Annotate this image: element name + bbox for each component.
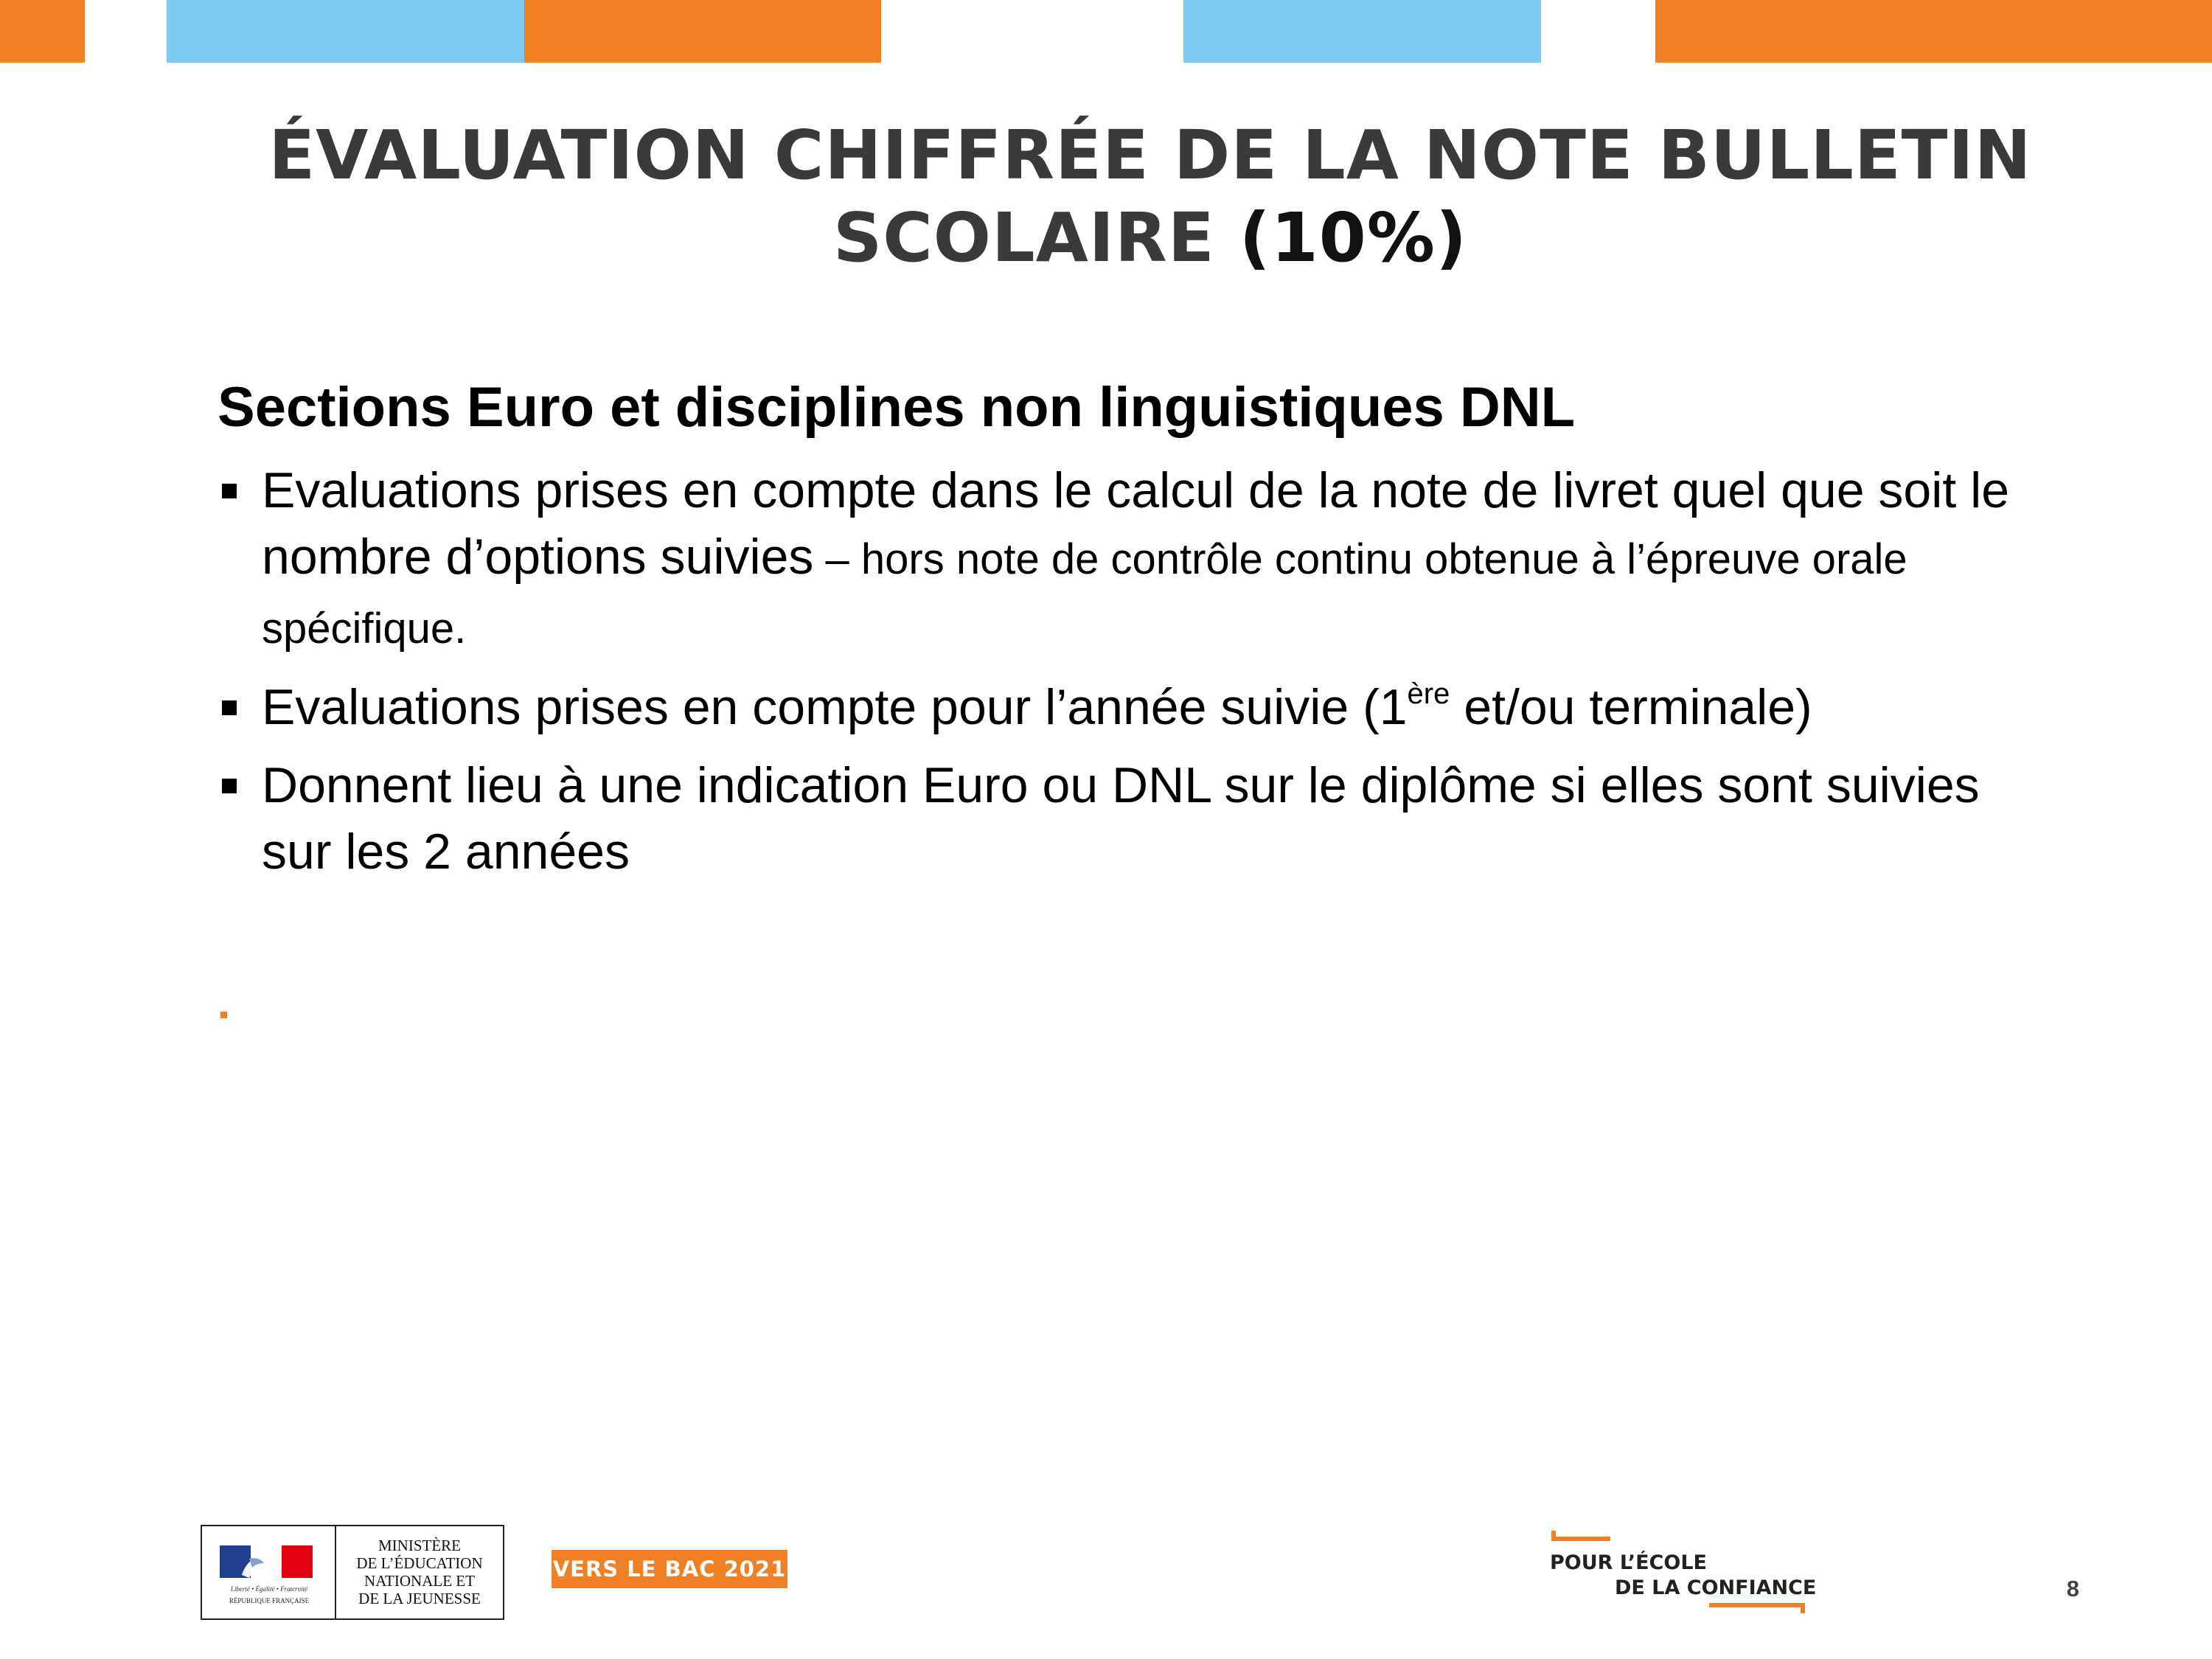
bullet-text: Donnent lieu à une indication Euro ou DNL sur le diplôme si elles sont suivies sur les 2 années: [262, 757, 1980, 880]
square-bullet-icon: [222, 700, 237, 715]
ministry-line: NATIONALE ET: [364, 1572, 475, 1590]
header-bar-orange-1: [0, 0, 85, 63]
square-bullet-icon: [222, 779, 237, 793]
bullet-text-before-sup: Evaluations prises en compte pour l’année suivie (1: [262, 679, 1408, 735]
header-bar-blue-1: [167, 0, 524, 63]
ministry-logo: [201, 1525, 504, 1620]
bullet-list: [218, 457, 2046, 897]
bracket-top-icon: [1551, 1531, 1610, 1541]
marianne-flag-icon: [220, 1545, 313, 1578]
ministry-line: DE LA JEUNESSE: [358, 1590, 481, 1607]
ministry-line: DE L’ÉDUCATION: [356, 1554, 483, 1572]
confiance-line2: DE LA CONFIANCE: [1615, 1576, 1817, 1599]
slide-title-line1: ÉVALUATION CHIFFRÉE DE LA NOTE BULLETIN: [268, 116, 2032, 195]
ministry-line: MINISTÈRE: [378, 1537, 461, 1554]
header-bar-orange-3: [1655, 0, 2212, 63]
confiance-line1: POUR L’ÉCOLE: [1550, 1551, 1707, 1574]
republique-francaise-label: RÉPUBLIQUE FRANÇAISE: [229, 1597, 310, 1604]
slide-title-line2-main: SCOLAIRE: [832, 198, 1215, 277]
ecole-confiance-logo: [1547, 1531, 1817, 1619]
bullet-text-note: – hors note de contrôle continu obtenue à l’épreuve orale spécifique.: [262, 535, 1907, 653]
header-bar-blue-2: [1183, 0, 1541, 63]
bracket-bottom-icon: [1709, 1603, 1805, 1613]
vers-le-bac-badge: VERS LE BAC 2021: [552, 1550, 787, 1588]
slide-title: [221, 114, 2079, 279]
republic-motto: Liberté • Égalité • Fraternité: [230, 1585, 308, 1593]
bullet-item: [218, 457, 2046, 662]
bullet-item: [218, 752, 2046, 885]
slide-title-line2: [221, 197, 2079, 279]
bullet-superscript: ère: [1407, 678, 1450, 710]
header-bar-orange-2: [524, 0, 881, 63]
bullet-text-after-sup: et/ou terminale): [1450, 679, 1812, 735]
bullet-text-main: Evaluations prises en compte dans le calcul de la note de livret quel que soit le nombre d’options suivies: [262, 462, 2010, 585]
section-heading: Sections Euro et disciplines non linguistiques DNL: [218, 376, 1576, 439]
orange-dot-mark: [220, 1012, 227, 1018]
page-number: 8: [2066, 1576, 2079, 1601]
square-bullet-icon: [222, 484, 237, 498]
slide-title-percentage: (10%): [1239, 198, 1468, 277]
bullet-item: [218, 674, 2046, 740]
ministry-name: [336, 1537, 503, 1607]
